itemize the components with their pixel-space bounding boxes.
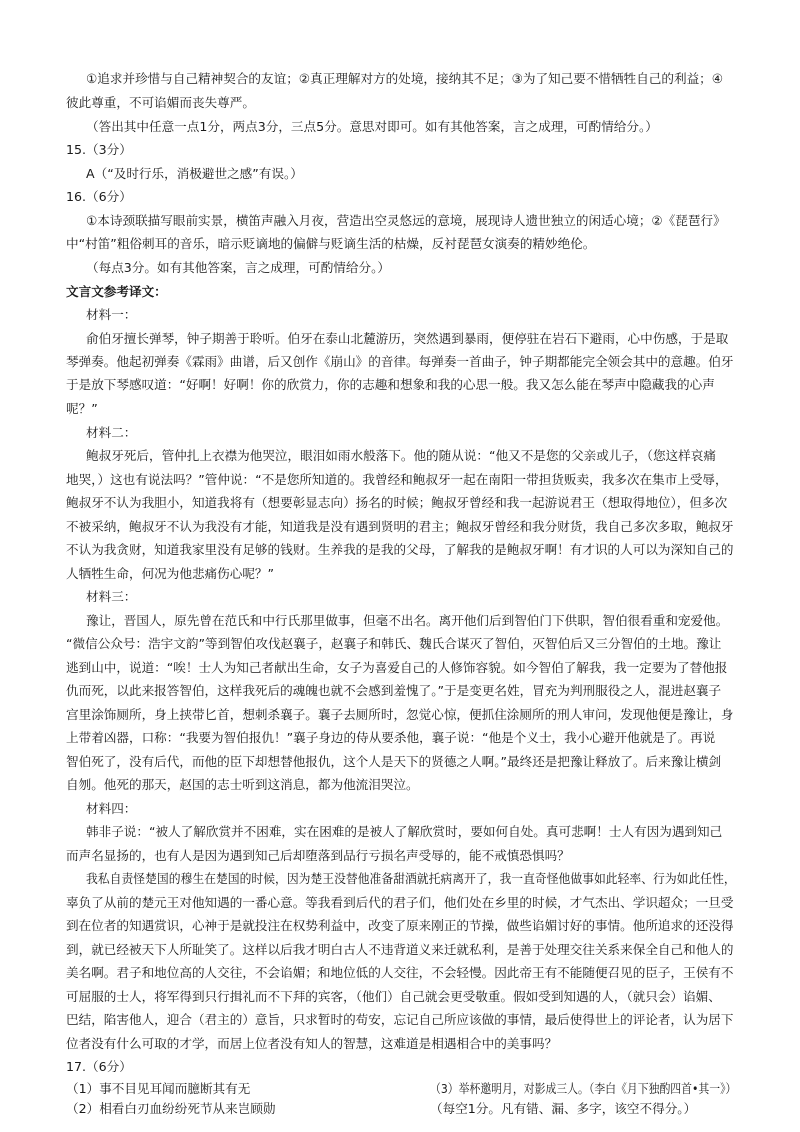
material-3-line-7: 智伯死了，没有后代，而他的臣下却想替他报仇，这个人是天下的贤德之人啊。”最终还是把豫让释放了。后来豫让横剑 bbox=[66, 754, 722, 769]
material-1-line-2: 琴弹奏。他起初弹奏《霖雨》曲谱，后又创作《崩山》的音律。每弹奏一首曲子，钟子期都能完全领会其中的意趣。伯牙 bbox=[66, 354, 734, 369]
q16-answer-line-2: 中“村笛”粗俗刺耳的音乐，暗示贬谪地的偏僻与贬谪生活的枯燥，反衬琵琶女演奏的精妙绝伦。 bbox=[66, 236, 596, 251]
material-3-line-8: 自刎。他死的那天，赵国的志士听到这消息，都为他流泪哭泣。 bbox=[66, 777, 419, 792]
material-1-line-1: 俞伯牙擅长弹琴，钟子期善于聆听。伯牙在泰山北麓游历，突然遇到暴雨，便停驻在岩石下避雨，心中伤感，于是取 bbox=[86, 331, 729, 346]
material-1-label: 材料一： bbox=[86, 307, 137, 322]
material-3-line-6: 上带着凶器，口称：“我要为智伯报仇！”襄子身边的侍从要杀他，襄子说：“他是个义士，我小心避开他就是了。再说 bbox=[66, 730, 716, 745]
q15-header: 15.（3分） bbox=[66, 142, 132, 157]
material-2-label: 材料二： bbox=[86, 425, 137, 440]
material-4-line-2: 而声名显扬的，也有人是因为遇到知己后却堕落到品行亏损名声受辱的，能不戒慎恐惧吗？ bbox=[66, 848, 570, 863]
material-4-line-1: 韩非子说：“被人了解欣赏并不困难，实在困难的是被人了解欣赏时，要如何自处。真可悲啊！士人有因为遇到知己 bbox=[86, 824, 723, 839]
q17-item-1: （1）事不目见耳闻而臆断其有无 bbox=[66, 1081, 251, 1096]
material-3-line-5: 宫里涂饰厕所，身上挟带匕首，想刺杀襄子。襄子去厕所时，忽觉心惊，便抓住涂厕所的刑人审问，发现他便是豫让，身 bbox=[66, 707, 734, 722]
material-4-line-3: 我私自责怪楚国的穆生在楚国的时候，因为楚王没替他准备甜酒就托病离开了，我一直奇怪他做事如此轻率、行为如此任性， bbox=[86, 871, 736, 886]
material-2-line-3: 鲍叔牙不认为我胆小，知道我将有（想要彰显志向）扬名的时候；鲍叔牙曾经和我一起游说君王（想取得地位），但多次 bbox=[66, 495, 728, 510]
q14-point-line-2: 彼此尊重，不可谄媚而丧失尊严。 bbox=[66, 95, 255, 110]
q17-header: 17.（6分） bbox=[66, 1059, 132, 1074]
material-2-line-2: 地哭，）这也有说法吗？”管仲说：“不是您所知道的。我曾经和鲍叔牙一起在南阳一带担货贩卖，我多次在集市上受辱， bbox=[66, 472, 728, 487]
material-2-line-1: 鲍叔牙死后，管仲扎上衣襟为他哭泣，眼泪如雨水般落下。他的随从说：“他又不是您的父亲或儿子，（您这样哀痛 bbox=[86, 448, 716, 463]
translation-heading: 文言文参考译文： bbox=[66, 284, 167, 299]
material-1-line-4: 呢？” bbox=[66, 401, 98, 416]
q17-scoring-note: （每空1分。凡有错、漏、多字，该空不得分。） bbox=[430, 1101, 697, 1116]
q15-answer: A（“及时行乐，消极避世之感”有误。） bbox=[86, 166, 303, 181]
material-3-line-4: 仇而死，以此来报答智伯，这样我死后的魂魄也就不会感到羞愧了。”于是变更名姓，冒充为判刑服役之人，混进赵襄子 bbox=[66, 683, 722, 698]
q17-item-3: （3）举杯邀明月，对影成三人。（李白《月下独酌四首•其一》） bbox=[430, 1081, 737, 1096]
material-4-line-5: 到在位者的知遇赏识，心神于是就投注在权势利益中，改变了原来刚正的节操，做些谄媚讨好的事情。他所追求的还没得 bbox=[66, 918, 734, 933]
material-4-label: 材料四： bbox=[86, 801, 137, 816]
material-2-line-5: 不认为我贪财，知道我家里没有足够的钱财。生养我的是我的父母，了解我的是鲍叔牙啊！有才识的人可以为深知自己的 bbox=[66, 542, 734, 557]
material-2-line-6: 人牺牲生命，何况为他悲痛伤心呢？” bbox=[66, 566, 275, 581]
q17-item-2: （2）相看白刃血纷纷死节从来岂顾勋 bbox=[66, 1101, 276, 1116]
material-3-line-2: “微信公众号：浩宇文韵”等到智伯攻伐赵襄子，赵襄子和韩氏、魏氏合谋灭了智伯，灭智伯后又三分智伯的土地。豫让 bbox=[66, 636, 722, 651]
material-4-line-9: 巴结，陷害他人，迎合（君主的）意旨，只求暂时的苟安，忘记自己所应该做的事情，最后使得世上的评论者，认为居下 bbox=[66, 1012, 734, 1027]
q14-scoring-note: （答出其中任意一点1分，两点3分，三点5分。意思对即可。如有其他答案，言之成理，可酌情给分。） bbox=[86, 119, 658, 134]
material-1-line-3: 于是放下琴感叹道：“好啊！好啊！你的欣赏力，你的志趣和想象和我的心思一般。我又怎么能在琴声中隐藏我的心声 bbox=[66, 377, 715, 392]
material-4-line-10: 位者没有什么可取的才学，而居上位者没有知人的智慧，这难道是相遇相合中的美事吗？ bbox=[66, 1036, 558, 1051]
material-4-line-6: 到，就已经被天下人所耻笑了。这样以后我才明白古人不违背道义来迁就私利，是善于处理交往关系来保全自己和他人的 bbox=[66, 942, 734, 957]
q14-point-line-1: ①追求并珍惜与自己精神契合的友谊；②真正理解对方的处境，接纳其不足；③为了知己要不惜牺牲自己的利益；④ bbox=[86, 71, 724, 86]
q16-answer-line-1: ①本诗颈联描写眼前实景，横笛声融入月夜，营造出空灵悠远的意境，展现诗人遗世独立的闲适心境；②《琵琶行》 bbox=[86, 213, 726, 228]
material-4-line-8: 可屈服的士人，将军得到只行揖礼而不下拜的宾客，（他们）自己就会更受敬重。假如受到知遇的人，（就只会）谄媚、 bbox=[66, 989, 721, 1004]
material-2-line-4: 不被采纳，鲍叔牙不认为我没有才能，知道我是没有遇到贤明的君主；鲍叔牙曾经和我分财货，我自己多次多取，鲍叔牙 bbox=[66, 519, 734, 534]
q16-header: 16.（6分） bbox=[66, 189, 132, 204]
material-3-line-1: 豫让，晋国人，原先曾在范氏和中行氏那里做事，但毫不出名。离开他们后到智伯门下供职，智伯很看重和宠爱他。 bbox=[86, 613, 729, 628]
q16-scoring-note: （每点3分。如有其他答案，言之成理，可酌情给分。） bbox=[86, 260, 390, 275]
material-4-line-7: 美名啊。君子和地位高的人交往，不会谄媚；和地位低的人交往，不会轻慢。因此帝王有不能随便召见的臣子，王侯有不 bbox=[66, 965, 734, 980]
material-3-label: 材料三： bbox=[86, 589, 137, 604]
material-4-line-4: 辜负了从前的楚元王对他知遇的一番心意。等我看到后代的君子们，他们处在乡里的时候，才气杰出、学识超众；一旦受 bbox=[66, 895, 734, 910]
material-3-line-3: 逃到山中，说道：“唉！士人为知己者献出生命，女子为喜爱自己的人修饰容貌。如今智伯了解我，我一定要为了替他报 bbox=[66, 660, 728, 675]
